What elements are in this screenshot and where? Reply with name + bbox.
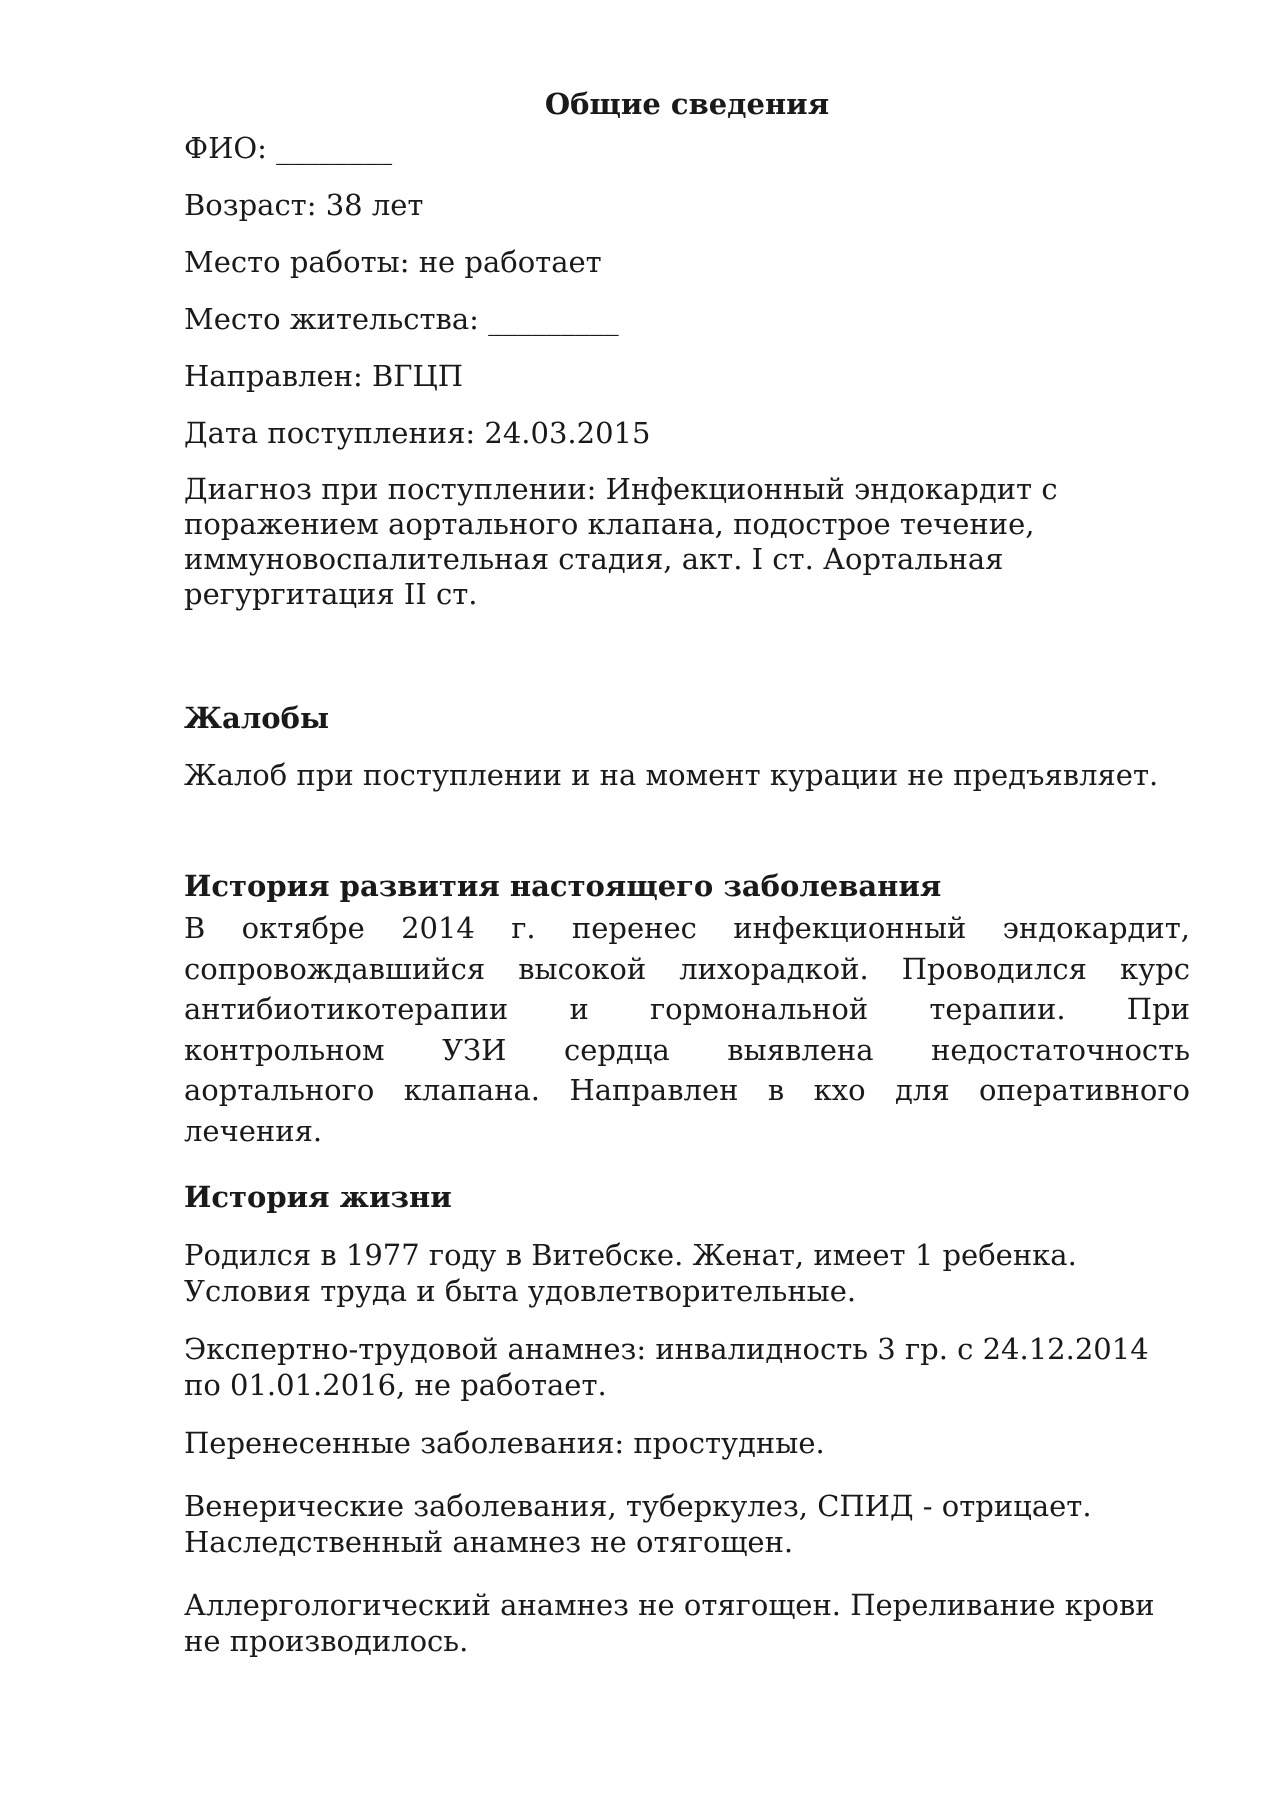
life-history-allergy: Аллергологический анамнез не отягощен. Переливание крови не производилось. — [184, 1588, 1155, 1658]
life-history-venereal: Венерические заболевания, туберкулез, СПИД - отрицает. Наследственный анамнез не отягощен. — [184, 1489, 1092, 1559]
life-history-birth: Родился в 1977 году в Витебске. Женат, имеет 1 ребенка. Условия труда и быта удовлетворительные. — [184, 1238, 1077, 1308]
field-age: Возраст: 38 лет — [184, 188, 424, 222]
life-history-past-diseases: Перенесенные заболевания: простудные. — [184, 1426, 825, 1460]
field-referred: Направлен: ВГЦП — [184, 359, 464, 393]
section-title-disease-history: История развития настоящего заболевания — [184, 869, 942, 903]
field-residence: Место жительства: _________ — [184, 302, 619, 336]
life-history-expert: Экспертно-трудовой анамнез: инвалидность 3 гр. с 24.12.2014 по 01.01.2016, не работает. — [184, 1332, 1149, 1402]
disease-history-text: В октябре 2014 г. перенес инфекционный эндокардит, сопровождавшийся высокой лихорадкой. Проводился курс антибиотикотерапии и гормональной терапии. При контрольном УЗИ сердца выявлена недостаточность аортального клапана. Направлен в кхо для оперативного лечения. — [184, 911, 1190, 1148]
complaints-text: Жалоб при поступлении и на момент курации не предъявляет. — [184, 758, 1159, 792]
field-diagnosis: Диагноз при поступлении: Инфекционный эндокардит с поражением аортального клапана, подострое течение, иммуновоспалительная стадия, акт. I ст. Аортальная регургитация II ст. — [184, 472, 1058, 611]
field-fio: ФИО: ________ — [184, 131, 393, 165]
field-admission-date: Дата поступления: 24.03.2015 — [184, 416, 651, 450]
section-title-complaints: Жалобы — [184, 701, 330, 735]
field-work: Место работы: не работает — [184, 245, 602, 279]
section-title-life-history: История жизни — [184, 1180, 452, 1214]
section-title-general: Общие сведения — [544, 87, 830, 121]
document-page — [184, 84, 1190, 1680]
